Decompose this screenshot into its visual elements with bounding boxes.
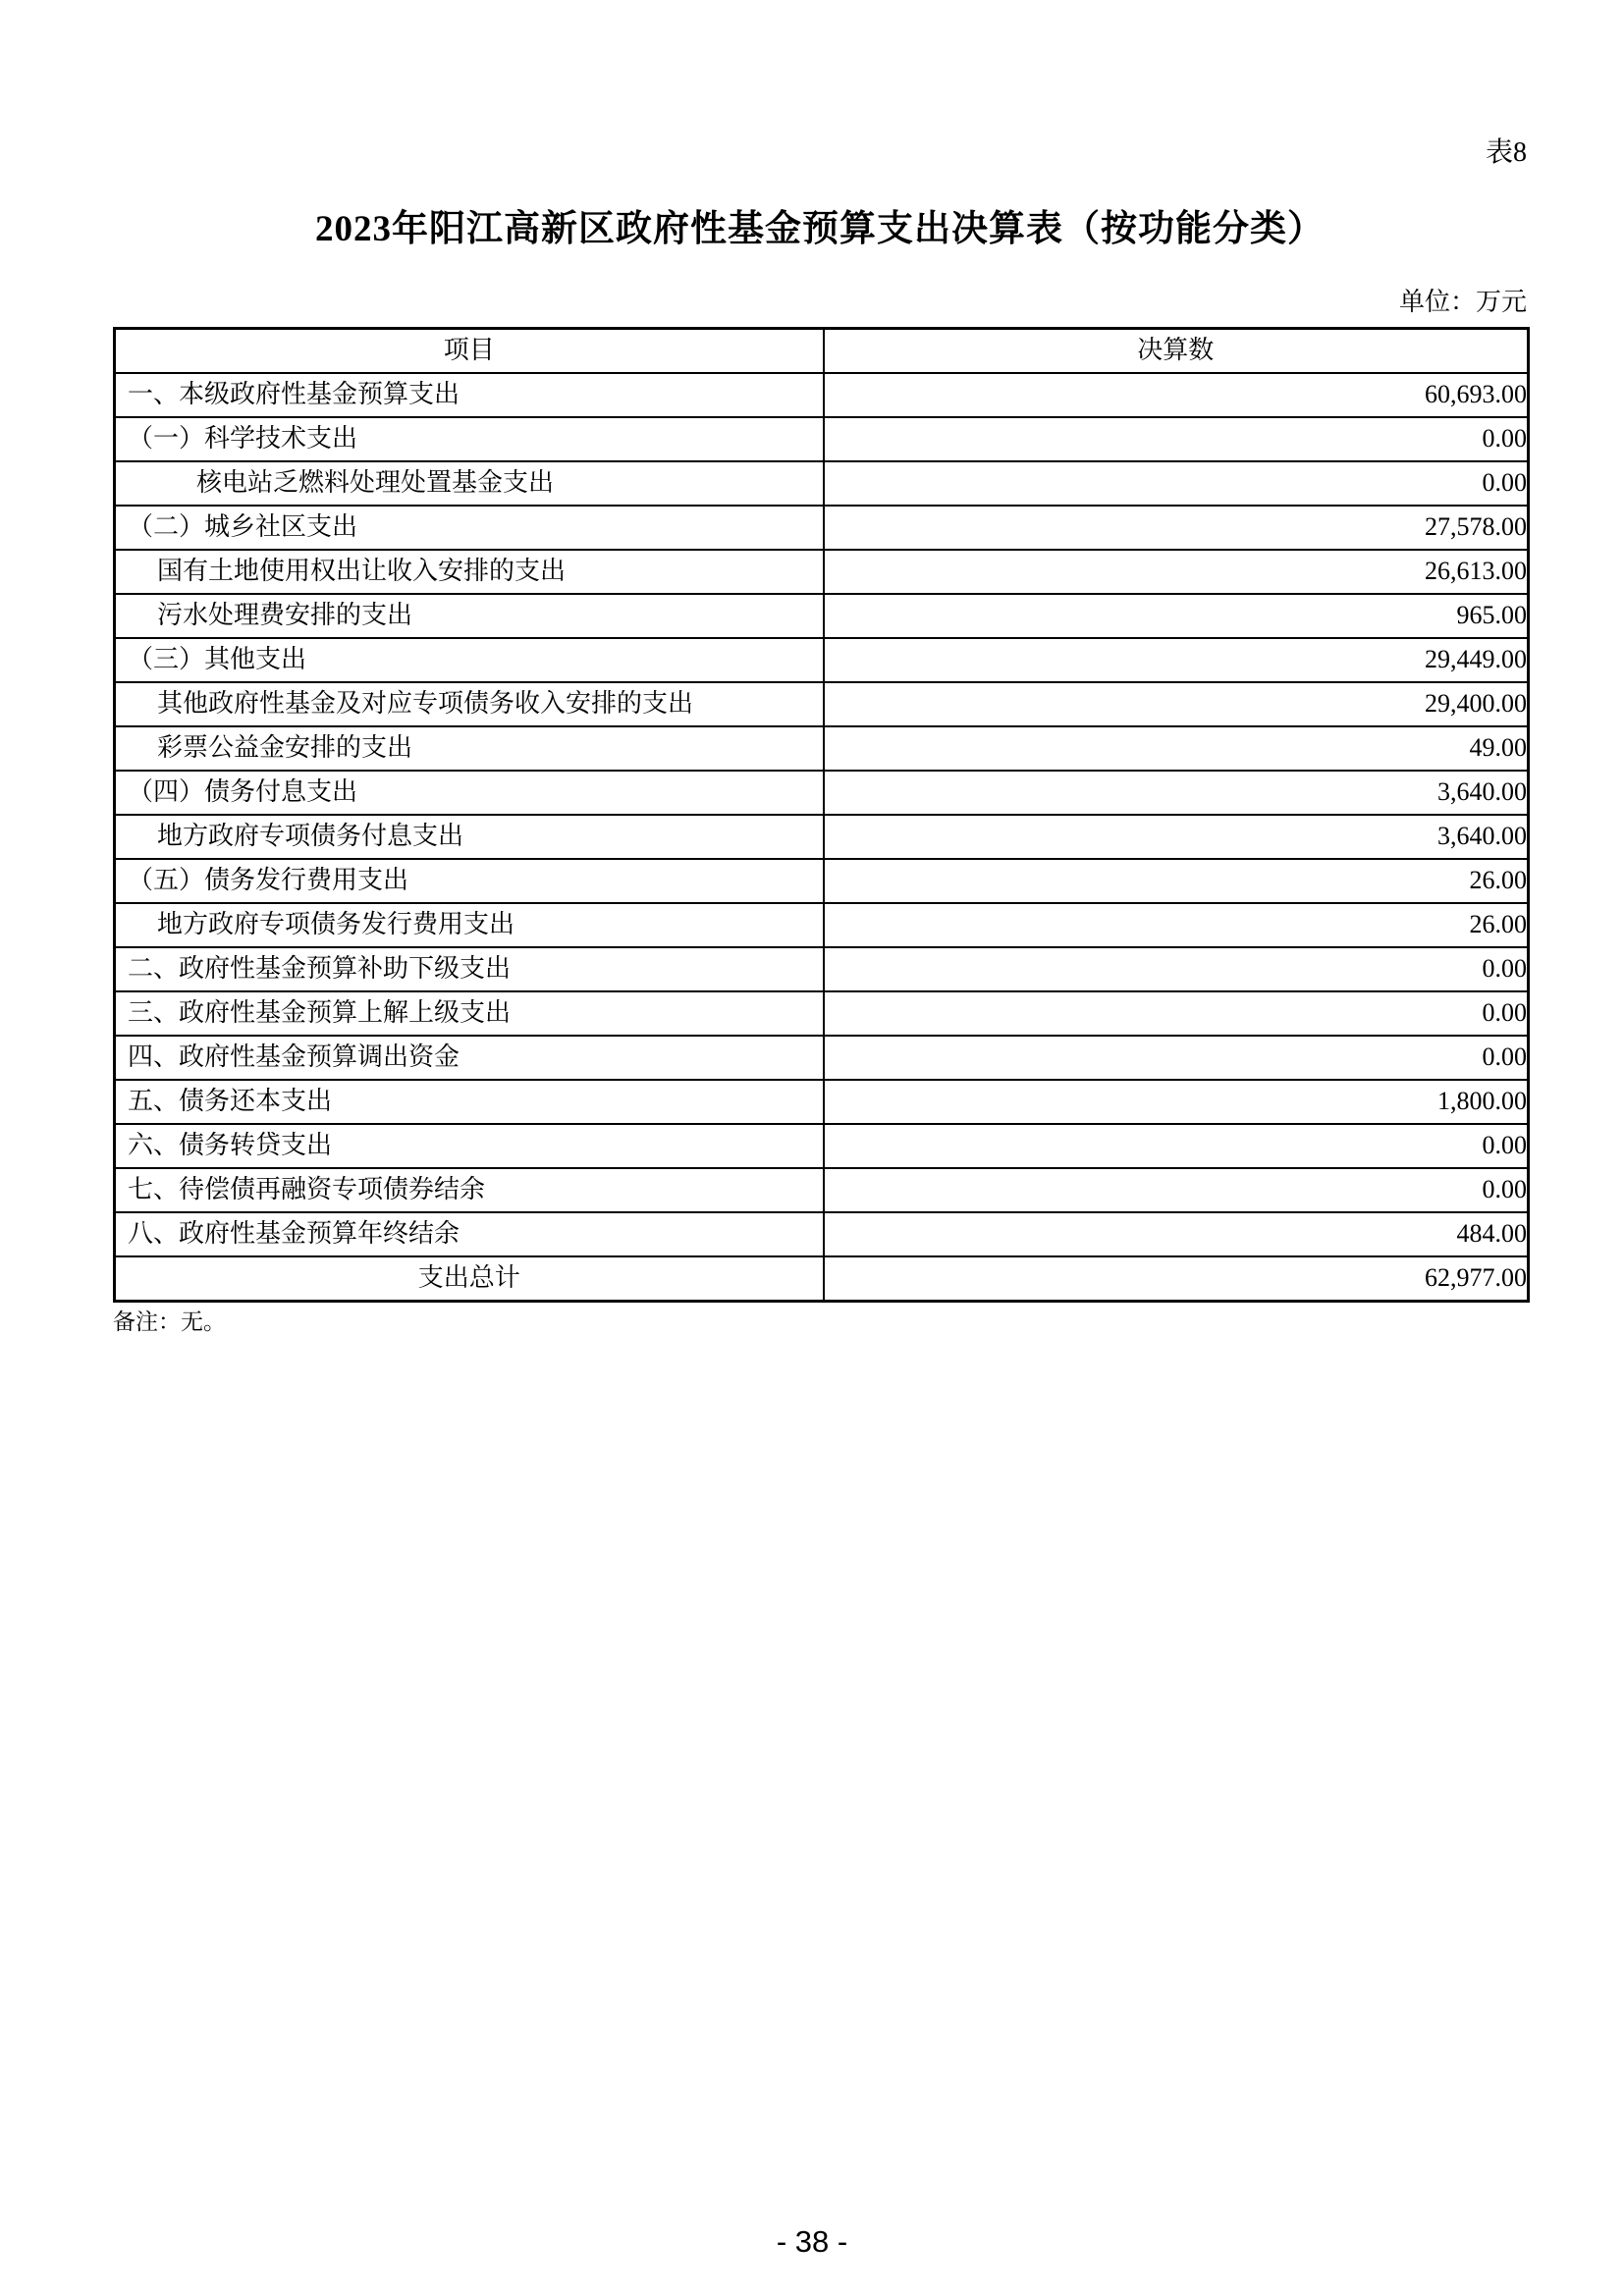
value-cell: 27,578.00 [824,506,1529,550]
table-row [115,638,1529,682]
table-row [115,1168,1529,1212]
table-row [115,771,1529,815]
value-cell: 3,640.00 [824,771,1529,815]
value-cell: 1,800.00 [824,1080,1529,1124]
item-cell: 国有土地使用权出让收入安排的支出 [115,550,824,594]
item-cell: 五、债务还本支出 [115,1080,824,1124]
item-cell: 一、本级政府性基金预算支出 [115,373,824,417]
value-cell: 0.00 [824,991,1529,1036]
value-cell: 62,977.00 [824,1256,1529,1302]
table-header [115,329,1529,374]
value-cell: 965.00 [824,594,1529,638]
value-cell: 26,613.00 [824,550,1529,594]
table-row [115,506,1529,550]
table-row [115,1124,1529,1168]
item-cell: 八、政府性基金预算年终结余 [115,1212,824,1256]
item-cell: 彩票公益金安排的支出 [115,726,824,771]
table-number: 表8 [1485,137,1527,168]
value-cell: 0.00 [824,417,1529,461]
item-cell: （三）其他支出 [115,638,824,682]
table-body [115,373,1529,1302]
value-cell: 0.00 [824,1036,1529,1080]
item-cell: 核电站乏燃料处理处置基金支出 [115,461,824,506]
item-cell: 六、债务转贷支出 [115,1124,824,1168]
table-row [115,947,1529,991]
table-row [115,726,1529,771]
table-row [115,461,1529,506]
value-cell: 49.00 [824,726,1529,771]
unit-label: 单位：万元 [1398,288,1527,316]
item-cell: 地方政府专项债务付息支出 [115,815,824,859]
item-cell: 四、政府性基金预算调出资金 [115,1036,824,1080]
page-number: - 38 - [776,2224,848,2259]
value-cell: 0.00 [824,1168,1529,1212]
value-cell: 0.00 [824,461,1529,506]
value-cell: 26.00 [824,903,1529,947]
document-content [113,0,1527,1336]
value-cell: 60,693.00 [824,373,1529,417]
value-cell: 26.00 [824,859,1529,903]
item-cell: （五）债务发行费用支出 [115,859,824,903]
table-row [115,417,1529,461]
item-cell: 地方政府专项债务发行费用支出 [115,903,824,947]
item-cell: （二）城乡社区支出 [115,506,824,550]
col-header-item: 项目 [115,329,824,374]
table-row [115,991,1529,1036]
table-row [115,373,1529,417]
item-cell: （一）科学技术支出 [115,417,824,461]
page-title: 2023年阳江高新区政府性基金预算支出决算表（按功能分类） [315,209,1325,249]
table-row [115,1212,1529,1256]
note: 备注：无。 [113,1309,226,1334]
table-row [115,1256,1529,1302]
item-cell: 二、政府性基金预算补助下级支出 [115,947,824,991]
value-cell: 29,400.00 [824,682,1529,726]
item-cell: 三、政府性基金预算上解上级支出 [115,991,824,1036]
table-row [115,1036,1529,1080]
value-cell: 0.00 [824,947,1529,991]
value-cell: 484.00 [824,1212,1529,1256]
header-row [115,329,1529,374]
table-row [115,903,1529,947]
value-cell: 3,640.00 [824,815,1529,859]
item-cell: （四）债务付息支出 [115,771,824,815]
item-cell: 支出总计 [115,1256,824,1302]
item-cell: 七、待偿债再融资专项债券结余 [115,1168,824,1212]
table-row [115,1080,1529,1124]
item-cell: 污水处理费安排的支出 [115,594,824,638]
table-row [115,594,1529,638]
table-row [115,815,1529,859]
table-row [115,682,1529,726]
value-cell: 0.00 [824,1124,1529,1168]
table-row [115,859,1529,903]
budget-table [113,327,1530,1303]
item-cell: 其他政府性基金及对应专项债务收入安排的支出 [115,682,824,726]
col-header-amount: 决算数 [824,329,1529,374]
value-cell: 29,449.00 [824,638,1529,682]
table-row [115,550,1529,594]
